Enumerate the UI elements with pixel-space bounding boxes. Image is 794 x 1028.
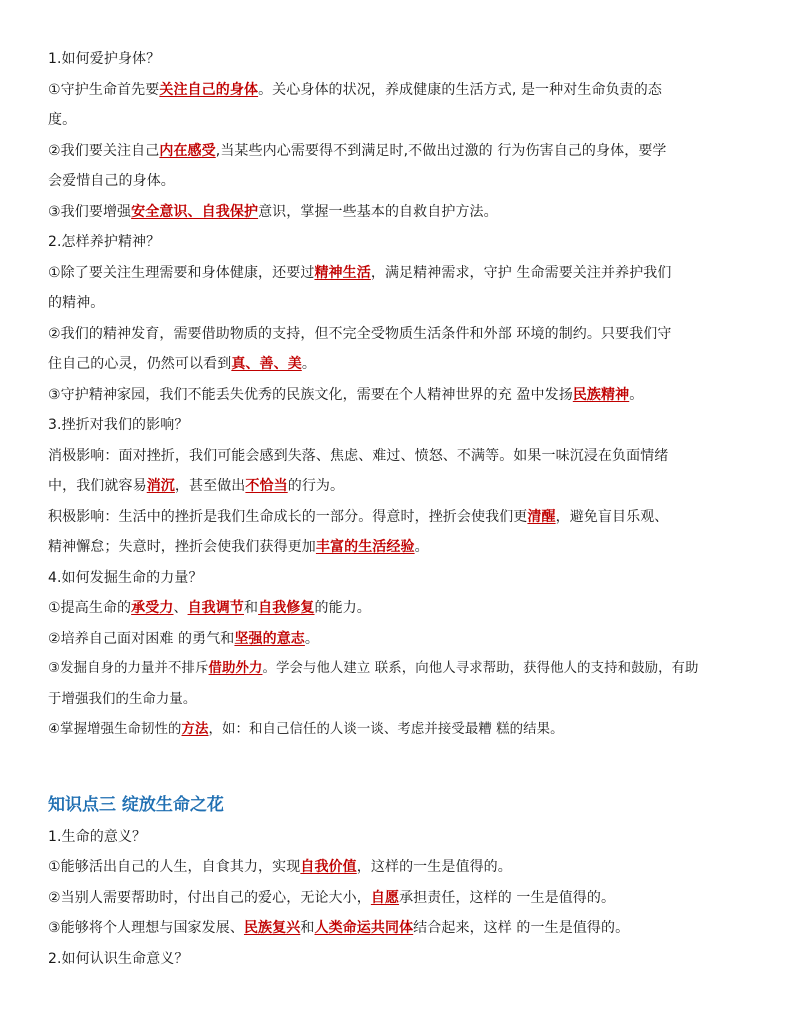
text: 。 — [414, 539, 429, 555]
keyword: 民族复兴 — [243, 920, 301, 936]
text: ③守护精神家园，我们不能丢失优秀的民族文化，需要在个人精神世界的充 盈中发扬 — [48, 386, 573, 403]
text: 意识，掌握一些基本的自救自护方法。 — [258, 203, 498, 220]
text: 的行为。 — [287, 478, 345, 494]
text: ，如：和自己信任的人谈一谈、考虑并接受最糟 糕的结果。 — [208, 722, 564, 737]
answer-line: 度。 — [48, 112, 77, 128]
keyword: 方法 — [181, 722, 209, 737]
text: 精神懈怠；失意时，挫折会使我们获得更加 — [48, 539, 316, 555]
text: 。关心身体的状况，养成健康的生活方式, 是一种对生命负责的态 — [258, 81, 662, 98]
answer-line — [48, 502, 748, 533]
answer-line — [48, 471, 748, 502]
keyword: 安全意识、自我保护 — [131, 203, 259, 220]
text: 。 — [301, 356, 316, 372]
keyword: 真、善、美 — [231, 356, 302, 372]
answer-line: 于增强我们的生命力量。 — [48, 691, 197, 707]
text: 承担责任，这样的 一生是值得的。 — [399, 889, 616, 906]
keyword: 坚强的意志 — [234, 630, 305, 647]
text: 和 — [243, 600, 259, 616]
keyword: 关注自己的身体 — [159, 81, 259, 98]
text: ，满足精神需求，守护 生命需要关注并养护我们 — [370, 264, 672, 281]
text: ④掌握增强生命韧性的 — [48, 722, 182, 737]
keyword: 内在感受 — [159, 142, 216, 159]
keyword: 承受力 — [131, 600, 174, 616]
text: ③发掘自身的力量并不排斥 — [48, 661, 209, 676]
section-title: 知识点三 绽放生命之花 — [48, 794, 224, 815]
question-title: 1.如何爱护身体？ — [48, 51, 161, 67]
keyword: 清醒 — [527, 508, 556, 525]
keyword: 不恰当 — [245, 478, 288, 494]
keyword: 自我调节 — [187, 600, 244, 616]
text: 积极影响：生活中的挫折是我们生命成长的一部分。得意时，挫折会使我们更 — [48, 508, 528, 525]
keyword: 丰富的生活经验 — [315, 539, 415, 555]
document-page — [48, 44, 748, 974]
answer-line — [48, 380, 748, 411]
question-title: 2.怎样养护精神？ — [48, 234, 161, 250]
text: 。 — [304, 630, 320, 647]
text: ,当某些内心需要得不到满足时,不做出过激的 行为伤害自己的身体，要学 — [215, 142, 667, 159]
question-title: 4.如何发掘生命的力量？ — [48, 569, 203, 586]
answer-line: ②我们的精神发育，需要借助物质的支持，但不完全受物质生活条件和外部 环境的制约。只要我们守 — [48, 325, 672, 342]
text: ③我们要增强 — [48, 203, 132, 220]
answer-line — [48, 883, 748, 914]
text: ③能够将个人理想与国家发展、 — [48, 920, 244, 936]
question-title: 3.挫折对我们的影响？ — [48, 417, 189, 433]
answer-line — [48, 75, 748, 106]
answer-line — [48, 532, 748, 563]
text: 的能力。 — [314, 600, 371, 616]
text: 。 — [629, 386, 644, 403]
answer-line — [48, 852, 748, 883]
text: ②我们要关注自己 — [48, 142, 160, 159]
text: 。学会与他人建立 联系，向他人寻求帮助，获得他人的支持和鼓励，有助 — [262, 661, 699, 676]
text: 、 — [173, 600, 188, 616]
answer-line — [48, 136, 748, 167]
question-title: 2.如何认识生命意义？ — [48, 950, 189, 967]
answer-line — [48, 258, 748, 289]
text: ②当别人需要帮助时，付出自己的爱心，无论大小， — [48, 889, 371, 906]
text: ①除了要关注生理需要和身体健康，还要过 — [48, 264, 315, 281]
answer-line — [48, 197, 748, 228]
keyword: 借助外力 — [208, 661, 263, 676]
keyword: 人类命运共同体 — [314, 920, 414, 936]
text: ，甚至做出 — [174, 478, 246, 494]
text: ①提高生命的 — [48, 600, 132, 616]
answer-line — [48, 624, 748, 655]
answer-line — [48, 715, 748, 746]
keyword: 精神生活 — [314, 264, 371, 281]
answer-line — [48, 349, 748, 380]
answer-line — [48, 913, 748, 944]
text: 结合起来，这样 的一生是值得的。 — [413, 920, 630, 936]
text: ②培养自己面对困难 的勇气和 — [48, 630, 235, 647]
question-title: 1.生命的意义？ — [48, 828, 147, 845]
text: ①守护生命首先要 — [48, 81, 160, 98]
keyword: 自我修复 — [258, 600, 315, 616]
answer-line — [48, 654, 748, 685]
answer-line: 的精神。 — [48, 295, 105, 311]
text: ，这样的一生是值得的。 — [356, 859, 512, 875]
keyword: 民族精神 — [572, 386, 630, 403]
answer-line: 会爱惜自己的身体。 — [48, 173, 175, 189]
keyword: 消沉 — [146, 478, 175, 494]
text: 和 — [300, 920, 315, 936]
text: 住自己的心灵，仍然可以看到 — [48, 356, 232, 372]
keyword: 自我价值 — [300, 859, 357, 875]
text: ，避免盲目乐观、 — [555, 508, 669, 525]
text: ①能够活出自己的人生，自食其力，实现 — [48, 859, 301, 875]
answer-line: 消极影响：面对挫折，我们可能会感到失落、焦虑、难过、愤怒、不满等。如果一味沉浸在负面情绪 — [48, 447, 669, 464]
keyword: 自愿 — [370, 889, 400, 906]
text: 中，我们就容易 — [48, 478, 147, 494]
answer-line — [48, 593, 748, 624]
